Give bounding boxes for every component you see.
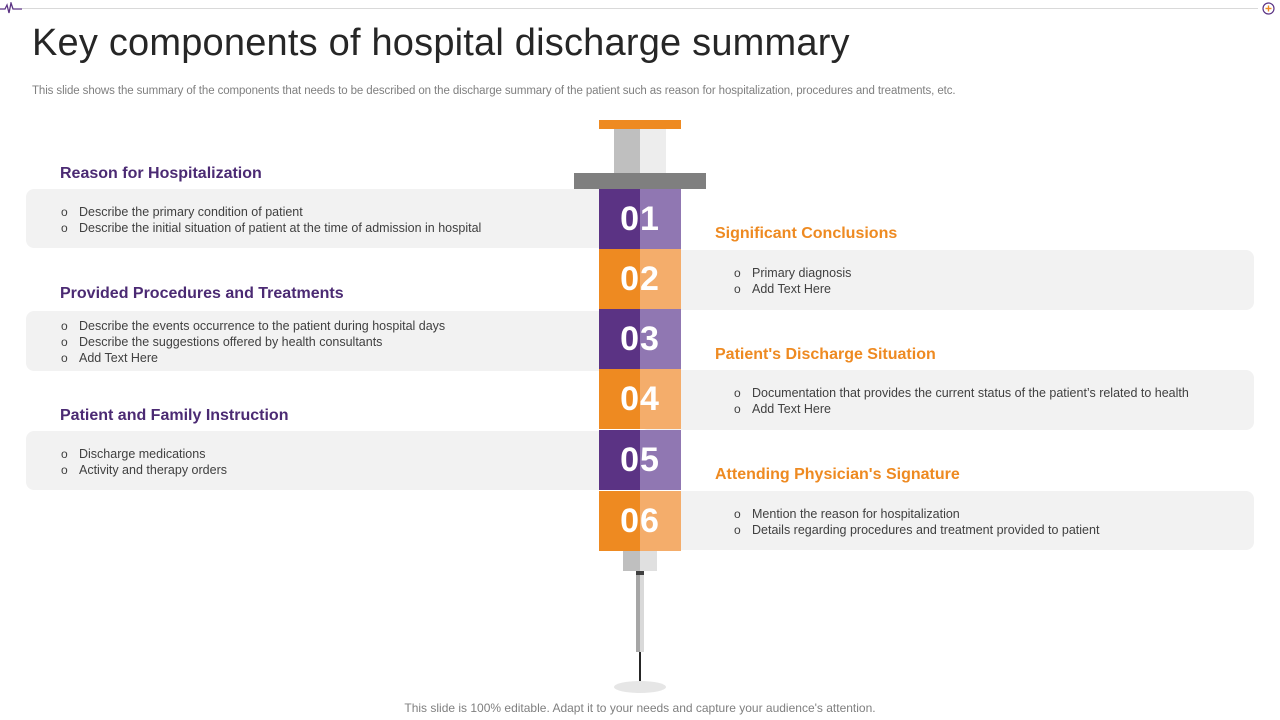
top-divider-line: [22, 8, 1258, 9]
list-item: o Mention the reason for hospitalization: [734, 506, 1099, 522]
syringe-hub: [623, 551, 640, 571]
segment-number: 03: [620, 320, 660, 358]
syringe-plunger-rod: [614, 129, 640, 173]
bullet-list: [734, 265, 851, 297]
segment-number: 06: [620, 502, 660, 540]
discharge-situation-heading: Patient's Discharge Situation: [715, 346, 936, 363]
page-title: Key components of hospital discharge summary: [32, 22, 850, 64]
list-item: o Activity and therapy orders: [61, 462, 227, 478]
segment-number: 05: [620, 441, 660, 479]
syringe-flange: [574, 173, 706, 189]
bullet-list: [61, 204, 481, 236]
syringe-segment-06: [599, 491, 681, 551]
bullet-list: [61, 446, 227, 478]
list-item: o Primary diagnosis: [734, 265, 851, 281]
segment-number: 04: [620, 380, 660, 418]
procedures-treatments-box: [26, 311, 646, 371]
syringe-shadow: [614, 681, 666, 693]
list-item: o Details regarding procedures and treatment provided to patient: [734, 522, 1099, 538]
page-subtitle: This slide shows the summary of the components that needs to be described on the discharge summary of the patient such as reason for hospitalization, procedures and treatments, etc.: [32, 85, 956, 97]
discharge-situation-box: [640, 370, 1254, 430]
bullet-list: [734, 385, 1189, 417]
syringe-needle-tip: [639, 652, 641, 684]
list-item: o Discharge medications: [61, 446, 227, 462]
list-item: o Add Text Here: [734, 281, 851, 297]
bullet-list: [61, 318, 445, 366]
family-instruction-heading: Patient and Family Instruction: [60, 407, 289, 424]
list-item: o Add Text Here: [61, 350, 445, 366]
segment-number: 01: [620, 200, 660, 238]
reason-hospitalization-box: [26, 189, 646, 248]
syringe-hub-highlight: [640, 551, 657, 571]
syringe-segment-03: [599, 309, 681, 369]
syringe-segment-05: [599, 430, 681, 490]
significant-conclusions-box: [640, 250, 1254, 310]
footer-note: This slide is 100% editable. Adapt it to your needs and capture your audience's attention.: [404, 701, 876, 715]
syringe-plunger-cap: [599, 120, 681, 129]
list-item: o Describe the initial situation of patient at the time of admission in hospital: [61, 220, 481, 236]
plus-circle-icon: [1262, 2, 1275, 15]
family-instruction-box: [26, 431, 646, 490]
list-item: o Describe the events occurrence to the patient during hospital days: [61, 318, 445, 334]
syringe-plunger-rod-highlight: [640, 129, 666, 173]
physician-signature-heading: Attending Physician's Signature: [715, 466, 960, 483]
list-item: o Documentation that provides the current status of the patient’s related to health: [734, 385, 1189, 401]
list-item: o Describe the suggestions offered by health consultants: [61, 334, 445, 350]
syringe-needle-highlight: [640, 575, 644, 652]
syringe-segment-01: [599, 189, 681, 249]
pulse-icon: [0, 2, 22, 14]
list-item: o Describe the primary condition of patient: [61, 204, 481, 220]
syringe-segment-04: [599, 369, 681, 429]
syringe-segment-02: [599, 249, 681, 309]
physician-signature-box: [640, 491, 1254, 550]
reason-hospitalization-heading: Reason for Hospitalization: [60, 165, 262, 182]
procedures-treatments-heading: Provided Procedures and Treatments: [60, 285, 344, 302]
list-item: o Add Text Here: [734, 401, 1189, 417]
significant-conclusions-heading: Significant Conclusions: [715, 225, 898, 242]
bullet-list: [734, 506, 1099, 538]
segment-number: 02: [620, 260, 660, 298]
